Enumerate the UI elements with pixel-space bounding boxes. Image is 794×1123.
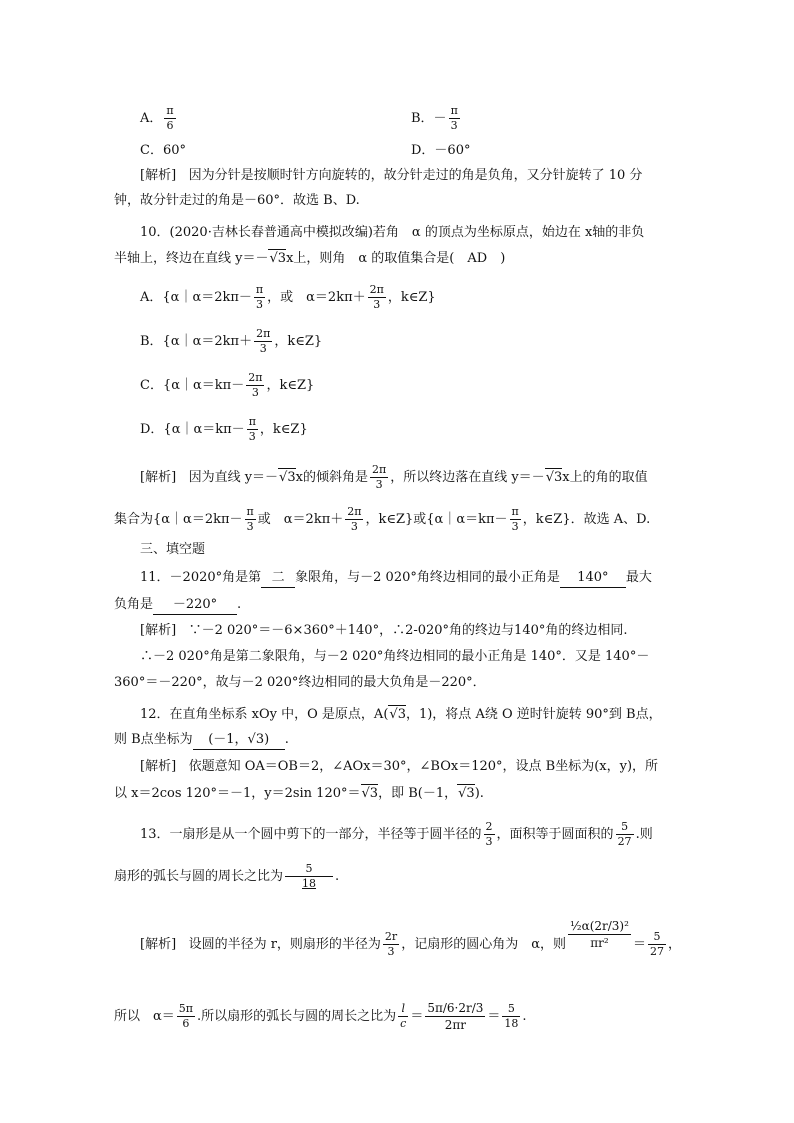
- solution-text: 因为分针是按顺时针方向旋转的，故分针走过的角是负角，又分针旋转了 10 分: [188, 168, 643, 183]
- text: .: [284, 732, 289, 747]
- text: ，: [667, 937, 681, 952]
- frac-num: 5: [648, 930, 666, 945]
- solution-tag: [解析]: [140, 937, 177, 952]
- text: 负角是: [114, 597, 154, 612]
- q11-solution-line2: ∴－2 020°角是第二象限角，与－2 020°角终边相同的最小正角是 140°．又是 140°－: [140, 649, 650, 664]
- q10-stem-line2: [114, 249, 505, 268]
- frac-den: 3: [259, 342, 267, 355]
- frac-den: 3: [375, 478, 383, 491]
- solution-tag: [解析]: [140, 168, 177, 183]
- frac-den: 3: [256, 298, 264, 311]
- frac-num: 5: [616, 820, 634, 835]
- option-a-label: A．: [140, 111, 163, 126]
- text: x上的角的取值: [562, 470, 648, 485]
- q10-option-c: [140, 371, 314, 400]
- text: 半轴上，终边在直线 y＝－: [114, 251, 269, 266]
- text: 或 α＝2kπ＋: [257, 512, 344, 527]
- text: ，k∈Z}．故选 A、D.: [522, 512, 651, 527]
- text: 因为直线 y＝－: [188, 470, 279, 485]
- sqrt: [457, 784, 475, 803]
- frac-den: 3: [485, 835, 493, 848]
- frac-num: ½α(2r/3)²: [569, 919, 629, 933]
- frac-num: π: [511, 505, 519, 518]
- q10-answer: AD: [467, 251, 488, 266]
- q11-line1: [140, 569, 652, 588]
- text: 11．－2020°角是第: [140, 570, 262, 585]
- solution-tag: [解析]: [140, 759, 177, 774]
- option-a: [140, 104, 178, 133]
- sqrt-value: √ 3: [269, 251, 286, 266]
- text: 最大: [625, 570, 652, 585]
- fraction: [345, 505, 363, 534]
- sqrt: [545, 468, 563, 487]
- frac-den: 3: [251, 386, 259, 399]
- solution-tag: [解析]: [140, 623, 177, 638]
- option-d: D．－60°: [411, 143, 471, 158]
- q11-answer-blank2: 140°: [560, 569, 626, 588]
- q13-solution-line2: [114, 1000, 527, 1033]
- fraction: [383, 930, 399, 959]
- frac-num: 2π: [371, 463, 387, 476]
- text: C．{α｜α＝kπ－: [140, 378, 245, 393]
- text: 所以 α＝: [114, 1009, 175, 1024]
- fraction: [398, 1002, 408, 1031]
- fraction: [568, 918, 631, 951]
- fraction: [370, 463, 388, 492]
- q11-answer-blank3: －220°: [153, 596, 237, 615]
- q13-answer-blank: [285, 862, 333, 891]
- fraction: [177, 1002, 195, 1031]
- fraction: [510, 505, 521, 534]
- option-b-label: B．－: [411, 111, 447, 126]
- text: D．{α｜α＝kπ－: [140, 422, 245, 437]
- frac-num: 2π: [256, 327, 271, 340]
- fraction: [254, 283, 265, 312]
- frac-den: 18: [302, 877, 317, 890]
- sqrt-value: √ 3: [362, 786, 379, 801]
- frac-num: 5: [502, 1002, 520, 1017]
- q9-solution-line2: 钟，故分针走过的角是－60°．故选 B、D.: [114, 193, 360, 208]
- text: x的倾斜角是: [295, 470, 368, 485]
- fraction: [484, 820, 495, 849]
- q10-option-a: [140, 283, 436, 312]
- q12-line1: [140, 705, 662, 724]
- q12-solution-line2: [114, 784, 484, 803]
- text: .: [522, 1009, 527, 1024]
- text: ，k∈Z}: [266, 378, 315, 393]
- text: 12．在直角坐标系 xOy 中，O 是原点，A(: [140, 707, 389, 722]
- fraction: [648, 930, 666, 959]
- text: 集合为{α｜α＝2kπ－: [114, 512, 243, 527]
- text: ＝: [632, 937, 646, 952]
- fraction: [425, 1000, 485, 1033]
- text: ，或 α＝2kπ＋: [267, 290, 366, 305]
- sqrt-value: √ 3: [546, 470, 563, 485]
- solution-tag: [解析]: [140, 470, 177, 485]
- frac-den: c: [400, 1017, 407, 1030]
- frac-den: 2πr: [444, 1018, 466, 1032]
- text: x上，则角 α 的取值集合是(: [286, 251, 468, 266]
- frac-den: 3: [248, 430, 256, 443]
- frac-den: 3: [450, 119, 458, 132]
- frac-num: 2π: [369, 283, 384, 296]
- text: ，k∈Z}: [274, 334, 323, 349]
- frac-den: 3: [387, 945, 395, 958]
- frac-num: π: [248, 415, 256, 428]
- frac-num: π: [255, 283, 264, 296]
- text: ，1)，将点 A绕 O 逆时针旋转 90°到 B点，: [405, 707, 662, 722]
- sqrt-value: √ 3: [279, 470, 296, 485]
- text: B．{α｜α＝2kπ＋: [140, 334, 253, 349]
- text: 扇形的弧长与圆的周长之比为: [114, 869, 284, 884]
- option-c: C．60°: [140, 143, 186, 158]
- q11-line2: [114, 596, 241, 615]
- q10-solution-line2: [114, 505, 650, 534]
- text: ，所以终边落在直线 y＝－: [390, 470, 545, 485]
- text: ∵－2 020°＝－6×360°＋140°，∴2-020°角的终边与140°角的终边相同.: [188, 623, 628, 638]
- q11-solution-line3: 360°＝－220°，故与－2 020°终边相同的最大负角是－220°．: [114, 675, 486, 690]
- q12-line2: [114, 731, 289, 750]
- fraction: [247, 415, 258, 444]
- text: ＝: [487, 1009, 501, 1024]
- sqrt: [268, 249, 286, 268]
- sqrt: [278, 468, 296, 487]
- text: ，k∈Z}: [259, 422, 308, 437]
- frac-num: 2π: [248, 371, 263, 384]
- fraction: [368, 283, 386, 312]
- q9-solution-line1: [140, 167, 642, 185]
- q11-answer-blank1: 二: [261, 569, 295, 588]
- section-heading: 三、填空题: [140, 542, 206, 557]
- frac-den: 3: [246, 520, 254, 533]
- fraction: [616, 820, 634, 849]
- frac-den: 27: [617, 835, 632, 848]
- text: .: [237, 597, 242, 612]
- q11-solution-line1: [140, 622, 628, 640]
- frac-den: 6: [182, 1017, 190, 1030]
- q13-solution-line1: [140, 919, 681, 959]
- text: 则 B点坐标为: [114, 732, 193, 747]
- frac-den: πr²: [590, 936, 609, 950]
- text: ).: [474, 786, 484, 801]
- option-b: [411, 104, 462, 133]
- frac-num: 5: [285, 862, 333, 877]
- option-a-fraction: [164, 104, 175, 133]
- option-b-fraction: [449, 104, 460, 133]
- text: .则: [635, 827, 653, 842]
- text: ＝: [410, 1009, 424, 1024]
- frac-num: 2π: [347, 505, 362, 518]
- q13-line1: [140, 820, 653, 849]
- q10-option-d: [140, 415, 308, 444]
- fraction: [502, 1002, 520, 1031]
- frac-num: 5π/6·2r/3: [427, 1001, 484, 1015]
- q10-stem-line1: 10．(2020·吉林长春普通高中模拟改编)若角 α 的顶点为坐标原点，始边在 x轴的非负: [140, 225, 645, 240]
- frac-num: π: [246, 505, 254, 518]
- frac-den: 3: [350, 520, 358, 533]
- text: A．{α｜α＝2kπ－: [140, 290, 252, 305]
- text: .所以扇形的弧长与圆的周长之比为: [197, 1009, 397, 1024]
- frac-num: 5π: [178, 1002, 194, 1015]
- fraction: [254, 327, 272, 356]
- text: ，面积等于圆面积的: [496, 827, 614, 842]
- sqrt: [388, 705, 406, 724]
- sqrt-value: √ 3: [458, 786, 475, 801]
- frac-num: 2r: [384, 930, 398, 943]
- frac-num: π: [450, 104, 458, 117]
- frac-num: π: [166, 104, 174, 117]
- frac-den: 18: [504, 1017, 519, 1030]
- fraction: [245, 505, 256, 534]
- text: 依题意知 OA＝OB＝2，∠AOx＝30°，∠BOx＝120°，设点 B坐标为(x，y)，所: [188, 759, 659, 774]
- text: 象限角，与－2 020°角终边相同的最小正角是: [295, 570, 560, 585]
- text: ，即 B(－1，: [378, 786, 458, 801]
- frac-den: 3: [511, 520, 519, 533]
- text: ，k∈Z}或{α｜α＝kπ－: [365, 512, 508, 527]
- text: ，记扇形的圆心角为 α，则: [401, 937, 566, 952]
- q10-solution-line1: [140, 463, 648, 492]
- frac-num: l: [398, 1002, 408, 1017]
- fraction: [246, 371, 264, 400]
- text: ): [487, 251, 506, 266]
- frac-den: 6: [166, 119, 174, 132]
- frac-num: 2: [485, 820, 493, 833]
- sqrt-value: √ 3: [389, 707, 406, 722]
- text: .: [335, 869, 340, 884]
- text: 以 x＝2cos 120°＝－1，y＝2sin 120°＝: [114, 786, 361, 801]
- q10-option-b: [140, 327, 322, 356]
- q12-solution-line1: [140, 758, 658, 776]
- frac-den: 27: [649, 945, 664, 958]
- text: 13．一扇形是从一个圆中剪下的一部分，半径等于圆半径的: [140, 827, 482, 842]
- text: ，k∈Z}: [387, 290, 436, 305]
- q13-line2: [114, 862, 339, 891]
- text: 设圆的半径为 r，则扇形的半径为: [188, 937, 381, 952]
- frac-den: 3: [373, 298, 381, 311]
- q12-answer-blank: (－1，√3): [193, 731, 285, 750]
- sqrt: [361, 784, 379, 803]
